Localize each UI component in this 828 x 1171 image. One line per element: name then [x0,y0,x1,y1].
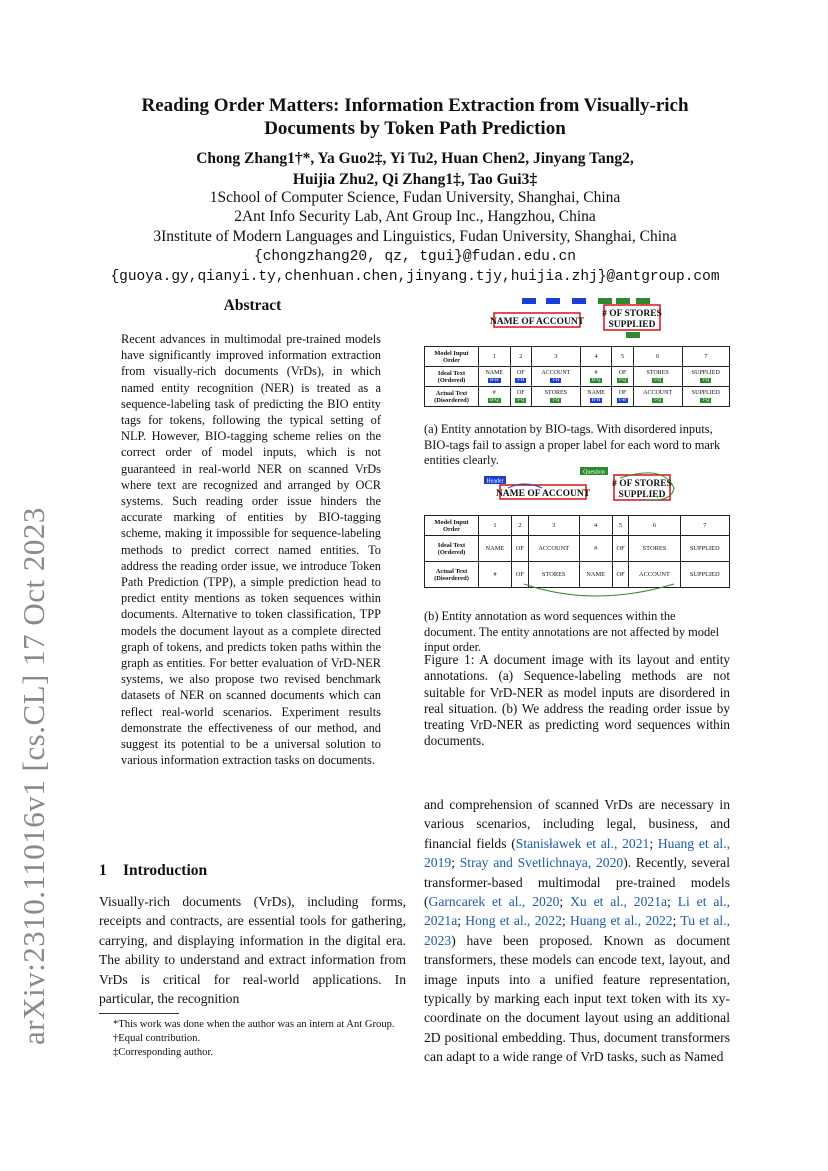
citation-link[interactable]: Hong et al., 2022 [465,913,562,929]
table-cell: OF [511,562,528,588]
table-cell: Model Input Order [425,347,479,367]
email-line-2: {guoya.gy,qianyi.ty,chenhuan.chen,jinyang.tjy,huijia.zhj}@antgroup.com [110,269,720,285]
citation-link[interactable]: Stanisławek et al., 2021 [515,835,650,851]
section-heading [99,862,207,880]
citation-link[interactable]: Xu et al., 2021a [570,894,668,910]
table-cell: STORES [528,562,579,588]
token: OF [618,390,627,396]
table-cell: SUPPLIED [680,562,730,588]
table-cell: OF [511,536,528,562]
table-cell: Model Input Order [425,516,479,536]
table-cell [580,367,612,387]
token: OF [618,370,627,376]
token: NAME [587,390,605,396]
table-row-ideal [425,536,730,562]
table-cell: OF [612,536,629,562]
bio-tag: I-Q [702,398,710,403]
title-line-2: Documents by Token Path Prediction [264,118,566,139]
tag-box [598,298,612,304]
token: STORES [544,390,567,396]
token: ACCOUNT [643,390,673,396]
header-tag-label: Header [486,478,504,485]
paper-title [100,94,730,140]
table-cell: 2 [510,347,531,367]
citation-link[interactable]: Stray and Svetlichnaya, 2020 [459,855,624,871]
figure-b-document-snippet [424,466,730,506]
footnote-1: *This work was done when the author was an intern at Ant Group. [113,1019,395,1030]
token: SUPPLIED [691,370,720,376]
affiliation-3: 3Institute of Modern Languages and Linguistics, Fudan University, Shanghai, China [153,228,677,245]
footnote-3: ‡Corresponding author. [113,1047,214,1058]
text-span: ; [667,894,678,910]
table-cell: SUPPLIED [680,536,730,562]
text-span: ; [451,855,460,871]
row-label: Ideal Text (Ordered) [425,536,479,562]
text-span: ; [672,913,681,929]
tag-box [626,332,640,338]
table-cell: 7 [680,516,730,536]
tag-box [572,298,586,304]
table-header-row [425,347,730,367]
figure-caption: Figure 1: A document image with its layout and entity annotations. (a) Sequence-labeling methods are not suitable for VrD-NER as model inputs are disordered in real situation. (b) We address the reading order issue by treating VrD-NER as predicting word sequences within documents. [424,652,730,749]
figure-a-table [424,346,730,407]
token: ACCOUNT [541,370,571,376]
table-cell: 4 [580,347,612,367]
bio-tag: I-H [619,398,626,403]
footnote-rule [99,1013,179,1014]
row-label: Ideal Text (Ordered) [425,367,479,387]
text-span: ; [559,894,571,910]
path-arrow [524,584,674,596]
table-cell: ACCOUNT [629,562,680,588]
bio-tag: B-H [591,398,601,403]
doc-word-name-of-account: NAME OF ACCOUNT [495,489,591,499]
table-cell: 1 [479,516,512,536]
table-cell [510,387,531,407]
bio-tag: I-Q [517,398,525,403]
tag-box [522,298,536,304]
table-cell: ACCOUNT [528,536,579,562]
table-cell: # [579,536,612,562]
abstract-heading: Abstract [223,297,282,314]
citation-link[interactable]: Huang et al., 2022 [569,913,673,929]
table-cell [531,367,580,387]
table-cell: NAME [579,562,612,588]
section-title: Introduction [123,862,208,879]
figure-b-table [424,515,730,588]
table-cell: 6 [633,347,682,367]
table-cell [612,387,633,407]
figure-b-reorder-arrow [424,582,730,604]
token: OF [516,390,525,396]
bio-tag: B-H [489,378,499,383]
caption-a: (a) Entity annotation by BIO-tags. With disordered inputs, BIO-tags fail to assign a proper label for each word to mark entities clearly. [424,422,721,467]
authors-line-2: Huijia Zhu2, Qi Zhang1‡, Tao Gui3‡ [292,171,538,188]
affiliation-2: 2Ant Info Security Lab, Ant Group Inc., Hangzhou, China [234,208,596,225]
bio-tag: I-H [552,378,560,383]
arxiv-identifier: arXiv:2310.11016v1 [cs.CL] 17 Oct 2023 [16,507,51,1045]
table-cell [682,387,729,407]
text-span: ; [561,913,570,929]
intro-paragraph-continued [424,795,730,1067]
table-cell: 6 [629,516,680,536]
text-span: ; [457,913,466,929]
bio-tag: I-Q [654,398,662,403]
citation-link[interactable]: Tu et al., 2023 [424,913,730,948]
citation-link[interactable]: Li et al., 2021a [424,894,730,929]
question-tag-label: Question [583,469,605,476]
figure-a-document-snippet [424,296,730,340]
table-header-row [425,516,730,536]
text-span: ) have been proposed. Known as document transformers, these models can encode text, layout, and image inputs into a unified feature representation, typically by marking each input text token with its xy-coordinate on the document layout using an additional 2D positional embedding. Thus, document transformers can adapt to a wide range of VrD tasks, such as Named [424,932,730,1065]
table-cell [633,387,682,407]
doc-word-supplied: SUPPLIED [608,320,656,330]
token: NAME [485,370,504,376]
table-cell [479,367,511,387]
doc-word-of-stores: # OF STORES [612,479,672,489]
text-span: ). Recently, several transformer-based multimodal pre-trained models ( [424,855,730,910]
caption-b: (b) Entity annotation as word sequences within the document. The entity annotations are not affected by model input order. [424,609,720,654]
intro-paragraph: Visually-rich documents (VrDs), including forms, receipts and contracts, are essential tools for gathering, carrying, and displaying information in the digital era. The ability to understand and extract information from VrDs is critical for real-world applications. In particular, the recognition [99,894,406,1007]
table-cell: # [479,562,512,588]
footnotes [99,1018,406,1060]
table-cell: 3 [528,516,579,536]
bio-tag: I-Q [619,378,626,383]
email-line-1: {chongzhang20, qz, tgui}@fudan.edu.cn [254,249,576,265]
bio-tag: I-Q [654,378,662,383]
table-row-ideal [425,367,730,387]
table-cell: 5 [612,347,633,367]
token: OF [516,370,525,376]
table-cell [479,387,511,407]
tag-box [616,298,630,304]
bio-tag: I-H [517,378,525,383]
table-cell [682,367,729,387]
table-cell: NAME [479,536,512,562]
text-span: and comprehension of scanned VrDs are necessary in various scenarios, including legal, business, and financial fields ( [424,797,730,851]
tag-box [636,298,650,304]
bio-tag: B-Q [489,398,499,403]
row-label: Actual Text (Disordered) [425,387,479,407]
table-cell [612,367,633,387]
section-number: 1 [99,862,107,879]
tag-box [546,298,560,304]
table-cell: STORES [629,536,680,562]
bio-tag: I-Q [552,398,560,403]
doc-word-name-of-account: NAME OF ACCOUNT [489,317,585,327]
table-cell: 7 [682,347,729,367]
token: # [594,370,598,376]
authors-line-1: Chong Zhang1†*, Ya Guo2‡, Yi Tu2, Huan Chen2, Jinyang Tang2, [196,150,634,167]
table-cell [510,367,531,387]
table-cell [531,387,580,407]
footnote-2: †Equal contribution. [113,1033,201,1044]
table-row-actual [425,387,730,407]
table-cell: 1 [479,347,511,367]
doc-word-supplied: SUPPLIED [618,490,666,500]
text-span: ; [649,835,658,851]
table-cell: 3 [531,347,580,367]
citation-link[interactable]: Huang et al., 2019 [424,835,730,871]
affiliation-1: 1School of Computer Science, Fudan University, Shanghai, China [209,189,621,206]
token: SUPPLIED [691,390,720,396]
bio-tag: B-Q [591,378,601,383]
title-line-1: Reading Order Matters: Information Extraction from Visually-rich [141,95,689,116]
author-list [100,148,730,190]
bio-tag: I-Q [702,378,710,383]
table-cell: OF [612,562,629,588]
table-cell: 4 [579,516,612,536]
abstract-body: Recent advances in multimodal pre-trained models have significantly improved information extraction from visually-rich documents (VrDs), in which named entity recognition (NER) is treated as a sequence-labeling task of predicting the BIO entity tags for tokens, following the typical setting of NLP. However, BIO-tagging scheme relies on the correct order of model inputs, which is not guaranteed in real-world NER on scanned VrDs where text are recognized and arranged by OCR systems. Such reading order issue hinders the accurate marking of entities by BIO-tagging scheme, making it impossible for sequence-labeling methods to predict correct named entities. To address the reading order issue, we introduce Token Path Prediction (TPP), a simple prediction head to predict entity mentions as token sequences within documents. Alternative to token classification, TPP models the document layout as a complete directed graph of tokens, and predicts token paths within the graph as entities. For better evaluation of VrD-NER systems, we also propose two revised benchmark datasets of NER on scanned documents which can reflect real-world scenarios. Experiment results demonstrate the effectiveness of our method, and suggest its potential to be a universal solution to various information extraction tasks on documents. [121,332,381,768]
table-cell: 5 [612,516,629,536]
table-cell [633,367,682,387]
table-cell: 2 [511,516,528,536]
token: STORES [646,370,669,376]
citation-link[interactable]: Garncarek et al., 2020 [428,894,560,910]
doc-word-of-stores: # OF STORES [602,309,662,319]
token: # [492,390,496,396]
row-label: Actual Text (Disordered) [425,562,479,588]
table-cell [580,387,612,407]
